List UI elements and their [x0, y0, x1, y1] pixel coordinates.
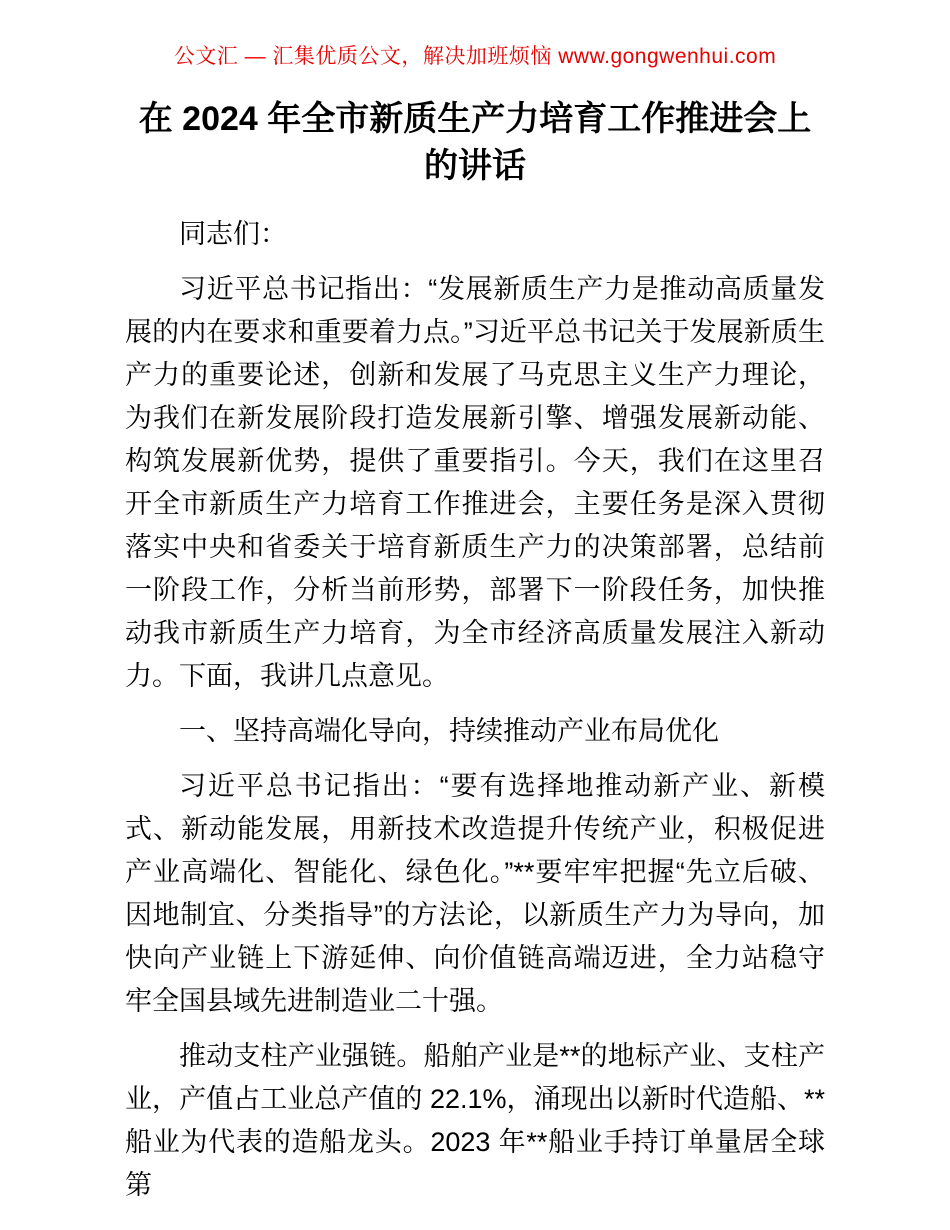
document-body — [125, 96, 825, 1207]
watermark-banner: 公文汇 — 汇集优质公文，解决加班烦恼 www.gongwenhui.com — [173, 45, 777, 68]
paragraph-pillar-industry: 推动支柱产业强链。船舶产业是**的地标产业、支柱产业，产值占工业总产值的 22.1%，涌现出以新时代造船、**船业为代表的造船龙头。2023 年**船业手持订单量居全球第 — [125, 1040, 825, 1200]
section-heading-1: 一、坚持高端化导向，持续推动产业布局优化 — [179, 715, 719, 746]
document-text — [125, 213, 825, 1207]
paragraph-intro: 习近平总书记指出：“发展新质生产力是推动高质量发展的内在要求和重要着力点。”习近平总书记关于发展新质生产力的重要论述，创新和发展了马克思主义生产力理论，为我们在新发展阶段打造发展新引擎、增强发展新动能、构筑发展新优势，提供了重要指引。今天，我们在这里召开全市新质生产力培育工作推进会，主要任务是深入贯彻落实中央和省委关于培育新质生产力的决策部署，总结前一阶段工作，分析当前形势，部署下一阶段任务，加快推动我市新质生产力培育，为全市经济高质量发展注入新动力。下面，我讲几点意见。 — [125, 273, 825, 691]
paragraph-section-1-body: 习近平总书记指出：“要有选择地推动新产业、新模式、新动能发展，用新技术改造提升传统产业，积极促进产业高端化、智能化、绿色化。”**要牢牢把握“先立后破、因地制宜、分类指导”的方法论，以新质生产力为导向，加快向产业链上下游延伸、向价值链高端迈进，全力站稳守牢全国县域先进制造业二十强。 — [125, 770, 825, 1016]
paragraph-salutation: 同志们： — [179, 218, 287, 249]
page-title: 在 2024 年全市新质生产力培育工作推进会上的讲话 — [138, 100, 812, 185]
